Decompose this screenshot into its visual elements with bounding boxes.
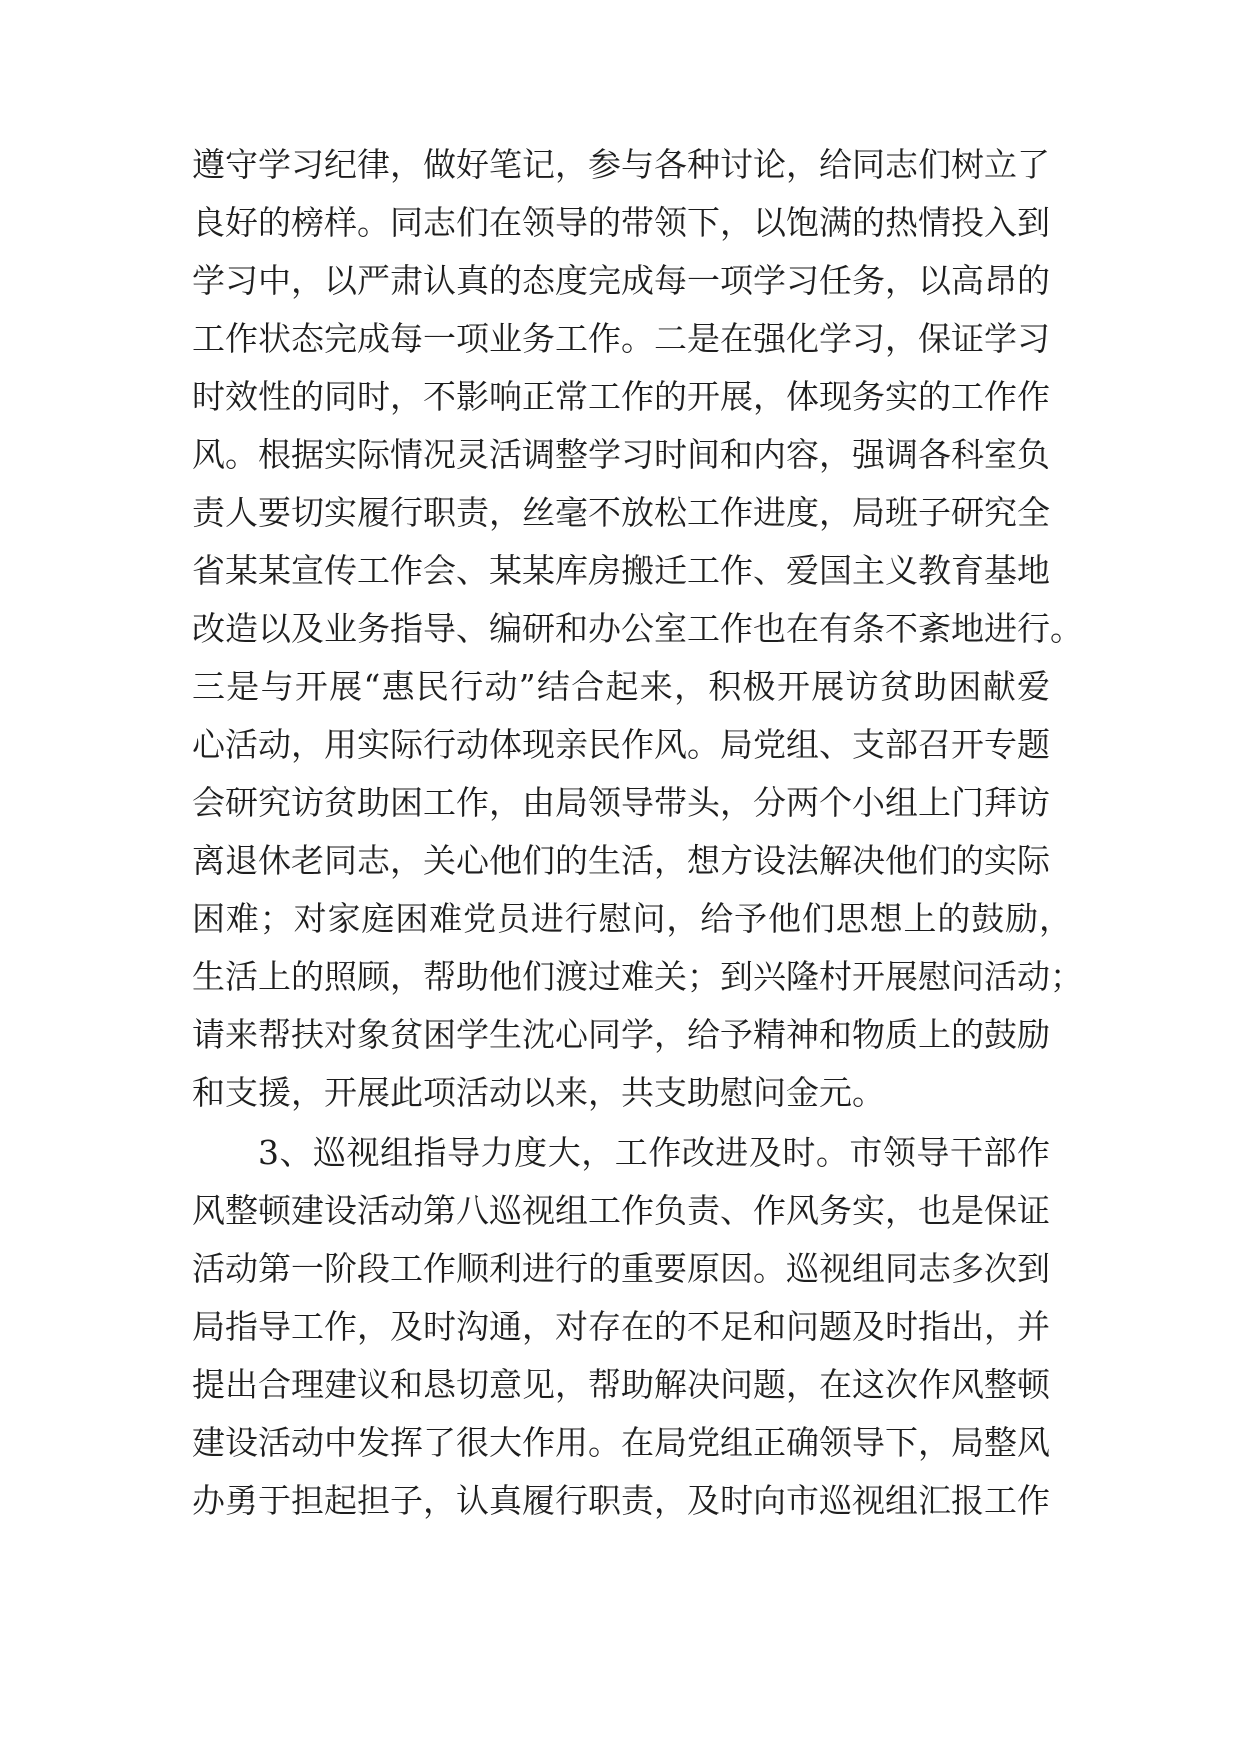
text-line: 请来帮扶对象贫困学生沈心同学，给予精神和物质上的鼓励: [192, 1015, 1050, 1054]
text-line: 省某某宣传工作会、某某库房搬迁工作、爱国主义教育基地: [192, 551, 1050, 590]
text-line: 时效性的同时，不影响正常工作的开展，体现务实的工作作: [192, 377, 1050, 416]
text-line: 建设活动中发挥了很大作用。在局党组正确领导下，局整风: [192, 1423, 1050, 1462]
text-line: 离退休老同志，关心他们的生活，想方设法解决他们的实际: [192, 841, 1050, 880]
text-line: 三是与开展“惠民行动”结合起来，积极开展访贫助困献爱: [192, 667, 1050, 706]
text-line: 责人要切实履行职责，丝毫不放松工作进度，局班子研究全: [192, 493, 1050, 532]
paragraph-start-line: 3、巡视组指导力度大，工作改进及时。市领导干部作: [258, 1133, 1050, 1172]
text-line: 生活上的照顾，帮助他们渡过难关；到兴隆村开展慰问活动；: [192, 957, 1083, 996]
text-line: 良好的榜样。同志们在领导的带领下，以饱满的热情投入到: [192, 203, 1050, 242]
text-line: 和支援，开展此项活动以来，共支助慰问金元。: [192, 1073, 885, 1112]
text-line: 学习中，以严肃认真的态度完成每一项学习任务，以高昂的: [192, 261, 1050, 300]
text-line: 困难；对家庭困难党员进行慰问，给予他们思想上的鼓励，: [192, 899, 1072, 938]
text-line: 改造以及业务指导、编研和办公室工作也在有条不紊地进行。: [192, 609, 1083, 648]
text-line: 活动第一阶段工作顺利进行的重要原因。巡视组同志多次到: [192, 1249, 1050, 1288]
text-line: 风整顿建设活动第八巡视组工作负责、作风务实，也是保证: [192, 1191, 1050, 1230]
text-line: 办勇于担起担子，认真履行职责，及时向市巡视组汇报工作: [192, 1481, 1050, 1520]
text-line: 局指导工作，及时沟通，对存在的不足和问题及时指出，并: [192, 1307, 1050, 1346]
text-line: 遵守学习纪律，做好笔记，参与各种讨论，给同志们树立了: [192, 145, 1050, 184]
text-line: 提出合理建议和恳切意见，帮助解决问题，在这次作风整顿: [192, 1365, 1050, 1404]
text-line: 工作状态完成每一项业务工作。二是在强化学习，保证学习: [192, 319, 1050, 358]
text-line: 风。根据实际情况灵活调整学习时间和内容，强调各科室负: [192, 435, 1050, 474]
text-line: 心活动，用实际行动体现亲民作风。局党组、支部召开专题: [192, 725, 1050, 764]
text-line: 会研究访贫助困工作，由局领导带头，分两个小组上门拜访: [192, 783, 1050, 822]
